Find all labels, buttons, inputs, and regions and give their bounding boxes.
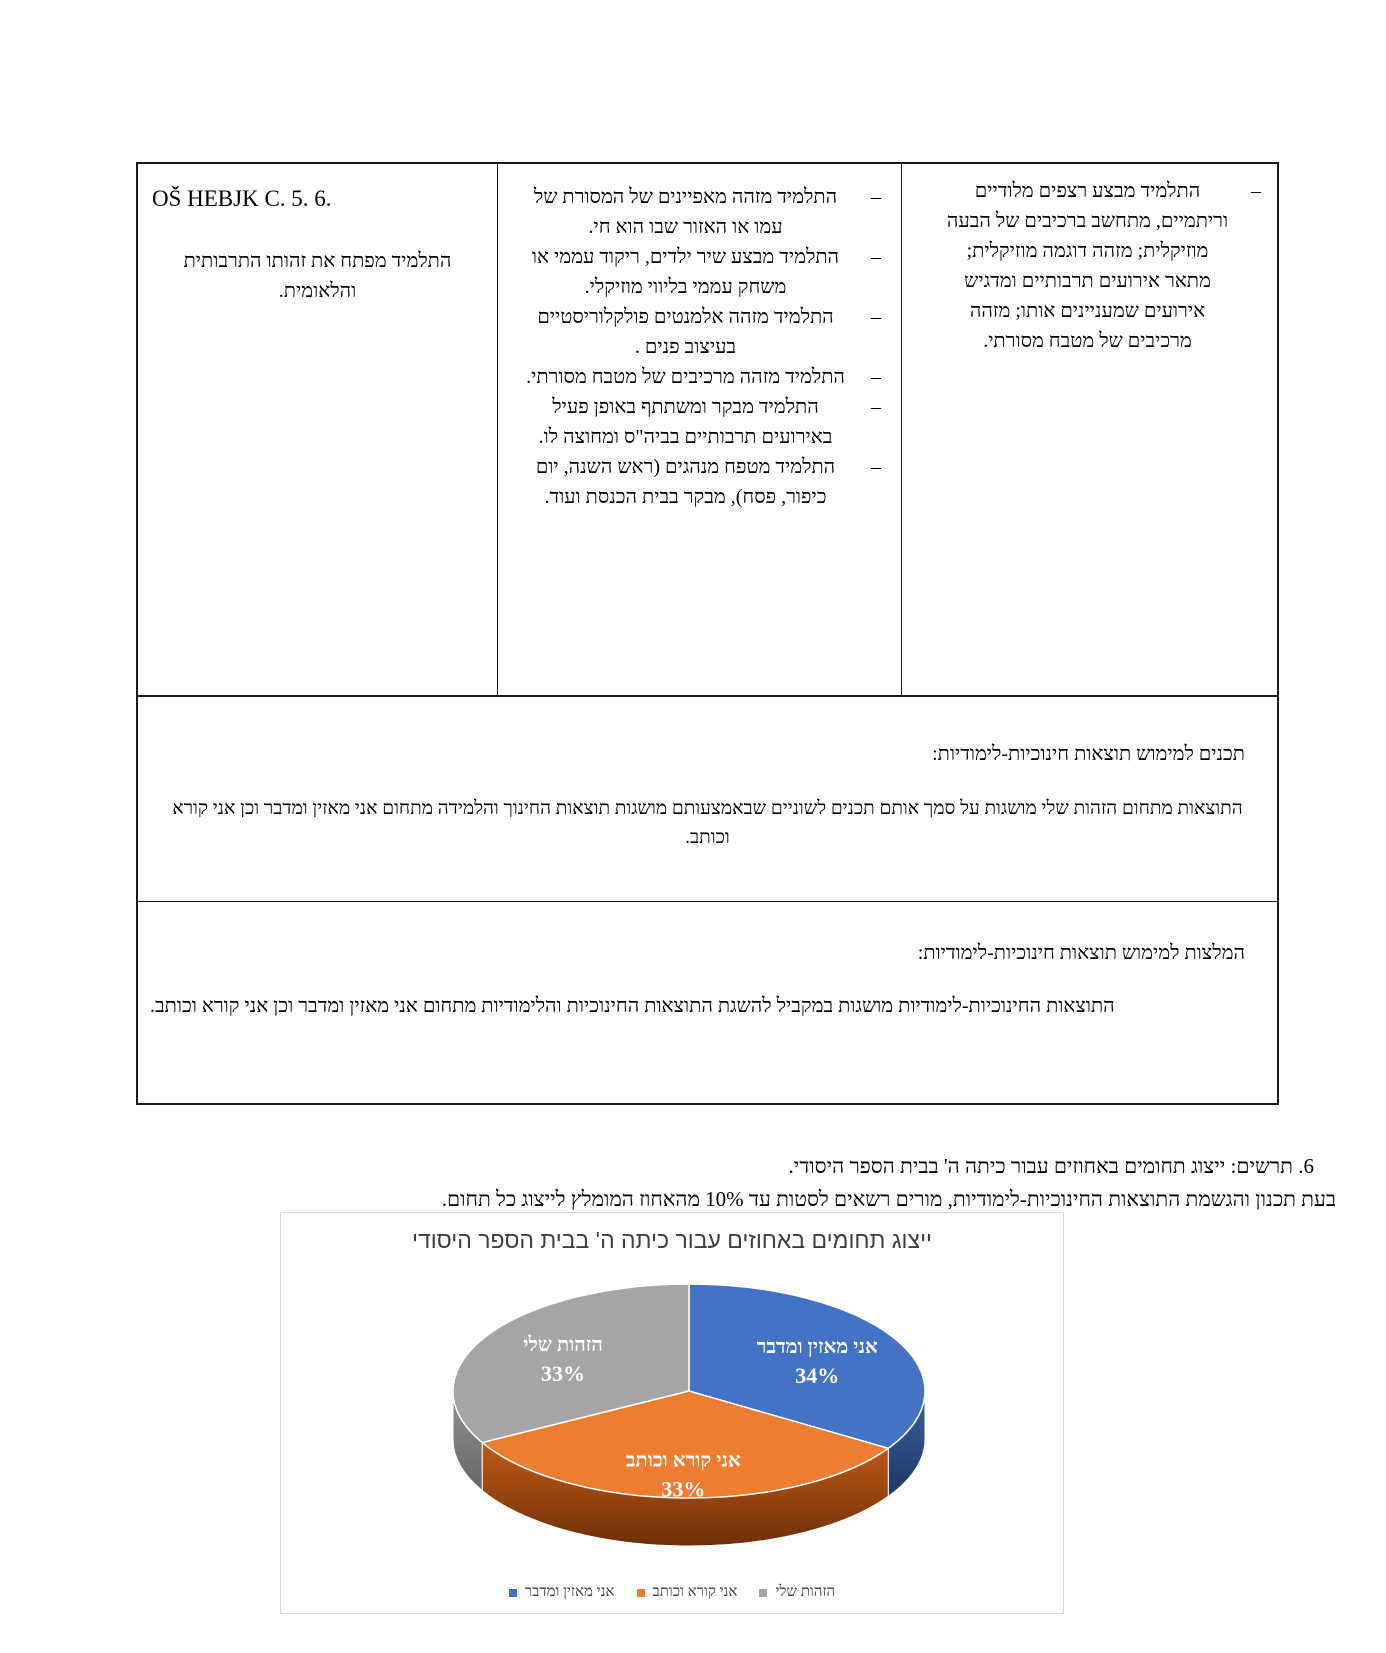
pie-chart — [281, 1213, 1063, 1613]
cell-course-code — [138, 164, 498, 695]
recommendations-body: התוצאות החינוכיות-לימודיות מושגות במקביל להשגת התוצאות החינוכיות והלימודיות מתחום אני מאזין ומדבר וכן אני קורא וכותב. — [150, 995, 1115, 1017]
list-item — [522, 182, 881, 242]
dash-marker: – — [871, 396, 881, 418]
slice-label: הזהות שלי — [523, 1334, 603, 1357]
list-item — [522, 302, 881, 362]
cell-standards — [902, 164, 1275, 695]
dash-marker: – — [1251, 180, 1261, 202]
dash-marker: – — [871, 366, 881, 388]
slice-percent: 34% — [795, 1363, 840, 1389]
list-item — [522, 452, 881, 512]
list-item-text: התלמיד מבצע שיר ילדים, ריקוד עממי או משחק עממי בליווי מוזיקלי. — [531, 246, 840, 298]
course-code: OŠ HEBJK C. 5. 6. — [152, 186, 332, 211]
slice-percent: 33% — [661, 1476, 706, 1502]
list-item-text: התלמיד מבצע רצפים מלודיים וריתמיים, מתחשב ברכיבים של הבעה מוזיקלית; מזהה דוגמה מוזיקלית; מתאר אירועים תרבותיים ומדגיש אירועים שמעניינים אותו; מזהה מרכיבים של מטבח מסורתי. — [946, 180, 1229, 352]
dash-marker: – — [871, 306, 881, 328]
legend-marker — [509, 1589, 517, 1597]
chart-legend — [281, 1584, 1063, 1601]
slice-label: אני קורא וכותב — [625, 1449, 741, 1472]
table-row — [138, 164, 1277, 697]
outcomes-list — [522, 182, 881, 512]
list-item-text: התלמיד מזהה מרכיבים של מטבח מסורתי. — [526, 366, 845, 388]
list-item-text: התלמיד מבקר ומשתתף באופן פעיל באירועים תרבותיים בביה"ס ומחוצה לו. — [538, 396, 833, 448]
list-item — [522, 242, 881, 302]
list-item-text: התלמיד מזהה מאפיינים של המסורת של עמו או האזור שבו הוא חי. — [533, 186, 838, 238]
dash-marker: – — [871, 456, 881, 478]
table-row-recommendations — [138, 902, 1277, 1103]
course-code-description: התלמיד מפתח את זהותו התרבותית והלאומית. — [183, 250, 452, 302]
figure-caption — [120, 1150, 1336, 1216]
dash-marker: – — [871, 186, 881, 208]
legend-label: אני מאזין ומדבר — [524, 1584, 615, 1600]
dash-marker: – — [871, 246, 881, 268]
slice-label: אני מאזין ומדבר — [756, 1336, 878, 1359]
list-item — [946, 176, 1261, 356]
pie-chart-panel — [280, 1212, 1064, 1614]
standards-list — [946, 176, 1261, 356]
list-item — [522, 362, 881, 392]
legend-marker — [637, 1589, 645, 1597]
recommendations-heading: המלצות למימוש תוצאות חינוכיות-לימודיות: — [917, 942, 1245, 964]
cell-outcomes — [498, 164, 902, 695]
list-item-text: התלמיד מטפח מנהגים (ראש השנה, יום כיפור, פסח), מבקר בבית הכנסת ועוד. — [535, 456, 836, 508]
list-item — [522, 392, 881, 452]
legend-item — [509, 1584, 615, 1601]
legend-item — [637, 1584, 738, 1601]
legend-label: הזהות שלי — [775, 1584, 836, 1600]
legend-item — [759, 1584, 835, 1601]
contents-body: התוצאות מתחום הזהות שלי מושגות על סמך אותם תכנים לשוניים שבאמצעותם מושגות תוצאות החינוך והלמידה מתחום אני מאזין ומדבר וכן אני קורא וכותב. — [172, 798, 1243, 848]
table-row-contents — [138, 697, 1277, 902]
legend-label: אני קורא וכותב — [652, 1584, 738, 1600]
contents-heading: תכנים למימוש תוצאות חינוכיות-לימודיות: — [932, 743, 1245, 765]
legend-marker — [759, 1589, 767, 1597]
list-item-text: התלמיד מזהה אלמנטים פולקלוריסטיים בעיצוב פנים . — [537, 306, 834, 358]
caption-line-1: 6. תרשים: ייצוג תחומים באחוזים עבור כיתה ה' בבית הספר היסודי. — [788, 1154, 1314, 1178]
caption-line-2: בעת תכנון והגשמת התוצאות החינוכיות-לימודיות, מורים רשאים לסטות עד 10% מהאחוז המומלץ לייצוג כל תחום. — [441, 1187, 1336, 1211]
chart-title: ייצוג תחומים באחוזים עבור כיתה ה' בבית הספר היסודי — [411, 1227, 933, 1253]
slice-percent: 33% — [541, 1361, 586, 1387]
curriculum-table — [136, 162, 1279, 1105]
